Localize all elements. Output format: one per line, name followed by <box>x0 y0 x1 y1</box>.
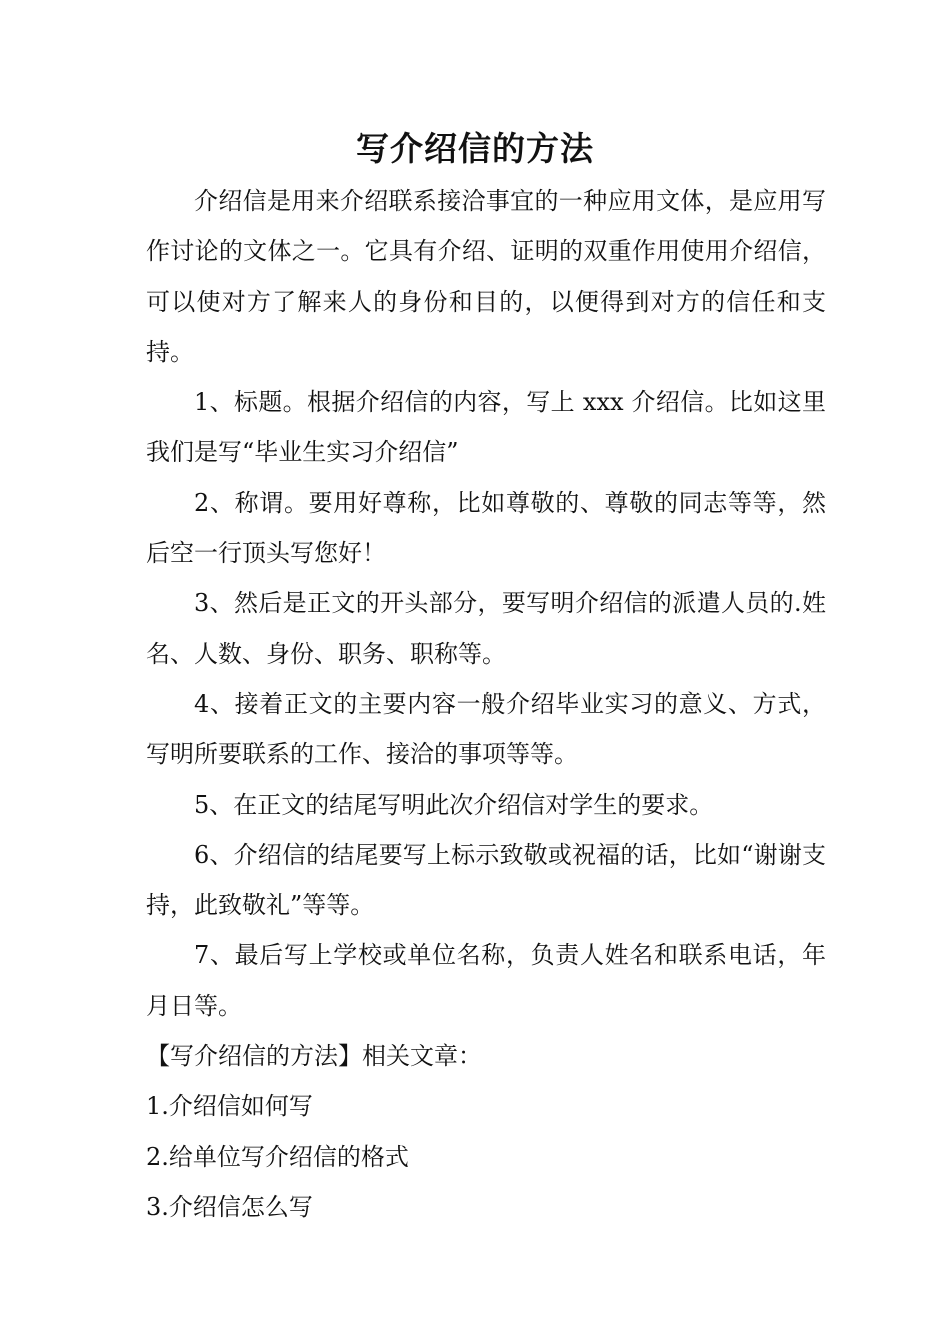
related-heading: 【写介绍信的方法】相关文章： <box>146 1042 482 1071</box>
related-article-link[interactable]: 2.给单位写介绍信的格式 <box>146 1142 409 1171</box>
document-body <box>146 176 826 1232</box>
paragraph-intro: 介绍信是用来介绍联系接洽事宜的一种应用文体，是应用写作讨论的文体之一。它具有介绍、证明的双重作用使用介绍信，可以使对方了解来人的身份和目的，以便得到对方的信任和支持。 <box>146 187 826 366</box>
paragraph-step-7: 7、最后写上学校或单位名称，负责人姓名和联系电话，年月日等。 <box>146 941 826 1020</box>
paragraph-step-5: 5、在正文的结尾写明此次介绍信对学生的要求。 <box>194 790 714 819</box>
paragraph-step-6: 6、介绍信的结尾要写上标示致敬或祝福的话，比如“谢谢支持，此致敬礼”等等。 <box>146 840 826 920</box>
paragraph-step-4: 4、接着正文的主要内容一般介绍毕业实习的意义、方式，写明所要联系的工作、接洽的事项等等。 <box>146 689 826 769</box>
paragraph-step-3: 3、然后是正文的开头部分，要写明介绍信的派遣人员的.姓名、人数、身份、职务、职称等。 <box>146 589 826 668</box>
related-article-link[interactable]: 3.介绍信怎么写 <box>146 1192 313 1221</box>
related-article-link[interactable]: 1.介绍信如何写 <box>146 1092 313 1121</box>
document-title: 写介绍信的方法 <box>356 129 594 168</box>
paragraph-step-2: 2、称谓。要用好尊称，比如尊敬的、尊敬的同志等等，然后空一行顶头写您好！ <box>146 488 826 568</box>
paragraph-step-1: 1、标题。根据介绍信的内容，写上 xxx 介绍信。比如这里我们是写“毕业生实习介绍信” <box>146 388 826 467</box>
related-articles-list <box>146 1081 826 1232</box>
